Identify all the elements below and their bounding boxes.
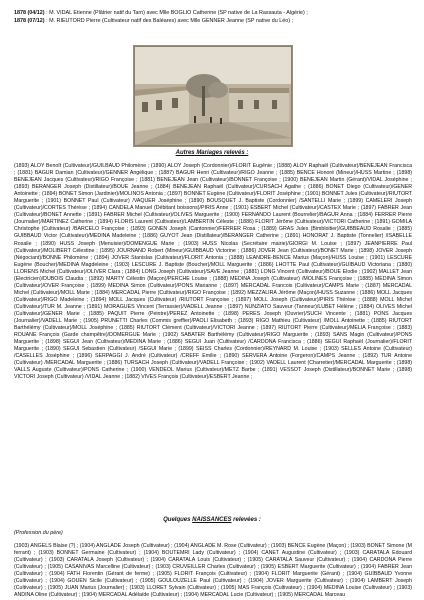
mariage-text: : M. VIDAL Etienne (Plâtrier natif du Tarn) avec Mlle BOGLIO Catherine (SP native de La Rassauta - Algérie) ;	[44, 10, 308, 16]
mariage-date: 1878 (07/12)	[14, 18, 45, 25]
mariages-list: (1893) ALOY Benoît (Cultivateur)/GUILBAUD Philomène ; (1890) ALOY Joseph (Cordonnier)/FLORIT Eugénie ; (1888) ALOY Raphaël (Cultivateur)/BENEJEAN Francisca ; (1881) BAGUR Damian (Cultivateur)/GENNER Angélique ; (1887) BAGUR Henri (Cultivateur)/RIGO Jeanne ; (1885) BENCE Honoré (Mineur)/HUSS Martine ; (1898) BENEJEAN Jacques (Cultivateur)/RIGO Françoise ; (1881) BENEJEAN Jean (Cultivateur)/BONNET Françoise ; (1900) BENEJEAN Martin (Gérant)/VIDAL Joséphine ; (1893) BERANGER Joseph (Distillateur)/BOUE Jeanne ; (1884) BENEJEAN Raphaël (Cultivateur)/CURSACH Agathe ; (1886) BONET Diego (Cultivateur)/GENER Antoinette ; (1894) BONET Simon (Jardinier)/MOLINOS Antonia ; (1897) BONNET Eugène (Cultivateur)/FLORIT Joséphine ; (1901) BONNET Jules (Cultivateur)/RIUTORT Marguerite ; (1901) BONNET Paul (Cultivateur) /VAQUER Joséphine ; (1890) BOUSQUET J. Baptiste (Cordonnier) /SANTELLI Marie ; (1899) CAMELERI Joseph (Cultivateur)/CORTES Thérèse ; (1894) CANDELA Manuel (Débitant boissons)/PIRIS Anne ; (1901) ESBERT Michel (Cultivateur)/CASTEX Marie ; (1897) FABRER Jean (Cultivateur)/BONET Annette ; (1891) FABRER Michel (Cultivateur)/OLIVES Marguerite ; (1900) FERNANDO Laurent (Bourrelier)/BAGUR Anna ; (1884) FERRER Pierre (Journalier)/MARTINEZ Catherine ; (1894) FLORIS Laurent (Cultivateur)/LAMBERTIN Céleste ; (1886) FLORIT Jérôme (Cultivateur)/VICTORI Catherine ; (1891) GOMILA Christophe (Cultivateur) /BARCELO Françoise ; (1893) GONEN Joseph (Cantonnier)/FERRER Rosa ; (1889) GRAS Jules (Bimbloitier)/GUIBBEAUD Rosalie ; (1885) GUIBBAUD Victor (Cultivateur)/MEDINA Madeleine ; (1886) GUYOT Jean (Distillateur)/BERANGER Catherine ; (1891) HONORAT J. Baptiste (Tonnelier) /ISABELLE Rosalie ; (1890) HUSS Joseph (Menuisier)/DOMENGUE Marie ; (1903) HUSS Nicolas (Secrétaire mairie)/GIORGI M. Louise ; (1897) JEANPIERRE Paul (Cultivateur)/MOLIBERT Célestine ; (1895) JOURNAND Robert (Mineur)/GUIBBAUD Victorine ; (1886) JOVER Jean (Cultivateur)/BONET Marie ; (1898) JOVER Joseph (Négociant)/BONNE Philomène ; (1894) JOVER Stanislas (Cultivateur)/FLORIT Antonia ; (1888) LEANDRE-BENCE Marius (Maçon)/HUSS Louise ; (1901) LESCURE Eugène (Boucher)/MEDINA Magdeleine ; (1903) LESCURE J. Baptiste (Boucher)/MOLL Marguerite ; (1886) LHOTTE Paul (Cultivateur)/GUIBAUD Victoriana ; (1880) LLORENS Michel (Cultivateur)/OLIVER Clara ; (1884) LONG Joseph (Cultivateur)/SAVE Jeanne ; (1881) LONG Vincent (Cultivateur)/BOUE Elodie ; (1902) MALLET Jean (Electricien)/DUBOIS Claudia ; (1892) MARTY Célestin (Maçon)/PERCHE Louise ; (1888) MEDINA Joseph (Cultivateur) /MOLINES Françoise ; (1885) MEDINA Simon (Cultivateur)/OVER Françoise ; (1899) MEDINA Simon (Cultivateur)/PONS Marianne ; (1897) MERCADAL Francois (Cultivateur)/CAMPS Marie ; (1887) MERCADAL Michel (Cultivateur)/MOLL Marie ; (1884) MERCADAL Pierre (Cultivateur)/RIGO Françoise ; (1892) MEZZALIRA Jérôme (Maçon)/HUSS Suzanne ; (1886) MOLL Jacques (Cultivateur)/RIGO Madeleine ; (1894) MOLL Jacques (Cultivateur) /RIUTORT Françoise ; (1897) MOLL Joseph (Cultivateur)/PIRIS Thérèse ; (1888) MOLL Michel (Cultivateur)/TUR M. Jeanne ; (1891) MORAGUES Vincent (Terrassier)/VADELL Jeanne ; (1897) NUNZIATO Sauveur (Tanneur)/LUBET Hélène ; (1884) OLIVES Michel (Cultivateur)/GENER Marie ; (1885) PAQUIT Pierre (Peintre)/PEREZ Antoinette ; (1898) PERES Joseph (Ouvrier)/SUCH Vincente ; (1881) PONS Jacques (Journalier)/VADELL Marie ; (1905) PRUNETTI Charles (Commis greffier)/PAOLI Elisabeth ; (1893) RIGO Mathieu (Cultivateur) /MOLL Antoinette ; (1885) RIUTORT Barthélémy (Cultivateur)/MOLL Joséphine ; (1885) RIUTORT Clément (Cultivateur)/VICTORI Jeanne ; (1897) RIUTORT Pierre (Cultivateur)/MELIA Françoise ; (1883) ROUANE François (Garde champêtre)/DOMERGUE Marie ; (1902) SABATER Barthélémy (Cultivateur)/RIGO Marguerite ; (1893) SANS Magin (Cultivateur)/PONS Marguerite ; (1898) SEGUI Jean (Cultivateur)/MEDINA Marie ; (1886) SEGUI Juan (Cultivateur) /CARDONA Francisca ; (1886) SEGUI Raphaël (Journalier)/FLORIT Marguerite ; (1890) SEGUI Sebastien (Cultivateur) /SEGUI Marie ; (1899) SEISS Charles (Cordonnier)/REYNARD M. Louise ; (1903) SELLES Antoine (Cultivateur) /CASELLES Joséphine ; (1896) SERPAGGI J. André (Cultivateur) /CREFF Emilie ; (1890) SERVERA Antoine (Forgeron)/CAMPS Jeanne ; (1892) TUR Antoine (Cultivateur) /MERCADAL Marguerite ; (1886) TURSACH Joseph (Cultivateur)/VADELL Françoise ; (1902) VADELL Laurent (Charretier)/MERCADAL Marguerite ; (1898) VALLS Auguste (Cultivateur)/PONS Catherine ; (1900) VENDEOL Marius (Cultivateur)/METZ Barbe ; (1891) VESSOT Joseph (Distillateur)/BONNET Marie ; (1898) VICTORI Joseph (Cultivateur) /VIDAL Jeanne ; (1882) VIVES François (Cultivateur)/ESBERT Jeanne ;	[14, 163, 412, 381]
mariage-date: 1878 (04/12)	[14, 10, 45, 16]
section-heading-mariages	[0, 150, 424, 156]
mariages-header-lines	[14, 9, 412, 25]
profession-note: (Profession du père)	[14, 530, 63, 536]
heading-suffix: relevées :	[231, 517, 261, 523]
old-postcard-photo	[133, 45, 293, 147]
mariage-line	[14, 17, 412, 25]
mariage-text: : M. RIEUTORD Pierre (Cultivateur natif des Baléares) avec Mlle GENNER Jeanne (SP native du Léo) ;	[44, 18, 294, 25]
naissances-list: (1903) ANGELS Blaise (?) ; (1904) ANGLADE Joseph (Cultivateur) ; (1904) ANGLADE M. Rose (Cultivateur) ; (1903) BENCE Eugène (Maçon) ; (1903) BONET Simone (M ferrant) ; (1903) BONNET Germaine (Cultivateur) ; (1904) BOUTEMRI Lady (Cultivateur) ; (1904) CANET Augustine (Cultivateur) ; (1903) CARATALA Edouard (Cultivateur) ; (1903) CARATALA Joseph (Cultivateur) ; (1904) CARATALA Louis (Cultivateur) ; (1905) CARATALA Sauveur (Cultivateur) ; (1904) CARDONA Pierre (Cultivateur) ; (1905) CASANIVAS Marcelline (Cultivateur) ; (1903) CRUVEILLER Charles (Cultivateur) ; (1905) ESBERT Marguerite (Cultivateur) ; (1904) FABRER Jean (Cultivateur) ; (1904) FATH Florentin (Gérant de ferme) ; (1905) FLORIT François (Cultivateur) ; (1904) FLORIT Marguerite (Gérant) ; (1904) GUIBBAUD Yvonne (Cultivateur) ; (1904) GOUEN Sicile (Cultivateur) ; (1905) GOULOUZELLE Paul (Cultivateur) ; (1904) JOVER Marguerite (Cultivateur) ; (1904) LAMBERT Joseph (Cultivateur) ; (1905) JUAN Marius (Journalier) ; (1903) LLORET Sylvain (Cultivateur) ; (1905) MAS François (Cultivateur) ; (1904) MEDINA Louise (Cultivateur) ; (1903) ANDINA Oline (Cultivateur) ; (1904) MERCADAL Adélaïde (Cultivateur) ; (1904) MERCADAL Lucie (Cultivateur) ; (1905) MERCADAL Marceau	[14, 543, 412, 599]
heading-prefix: Quelques	[163, 517, 193, 523]
section-heading-naissances	[0, 517, 424, 523]
village-street-image	[134, 46, 292, 146]
heading-keyword: NAISSANCES	[192, 517, 232, 523]
mariage-line	[14, 9, 412, 17]
section-heading-text: Autres Mariages relevés :	[175, 150, 249, 156]
